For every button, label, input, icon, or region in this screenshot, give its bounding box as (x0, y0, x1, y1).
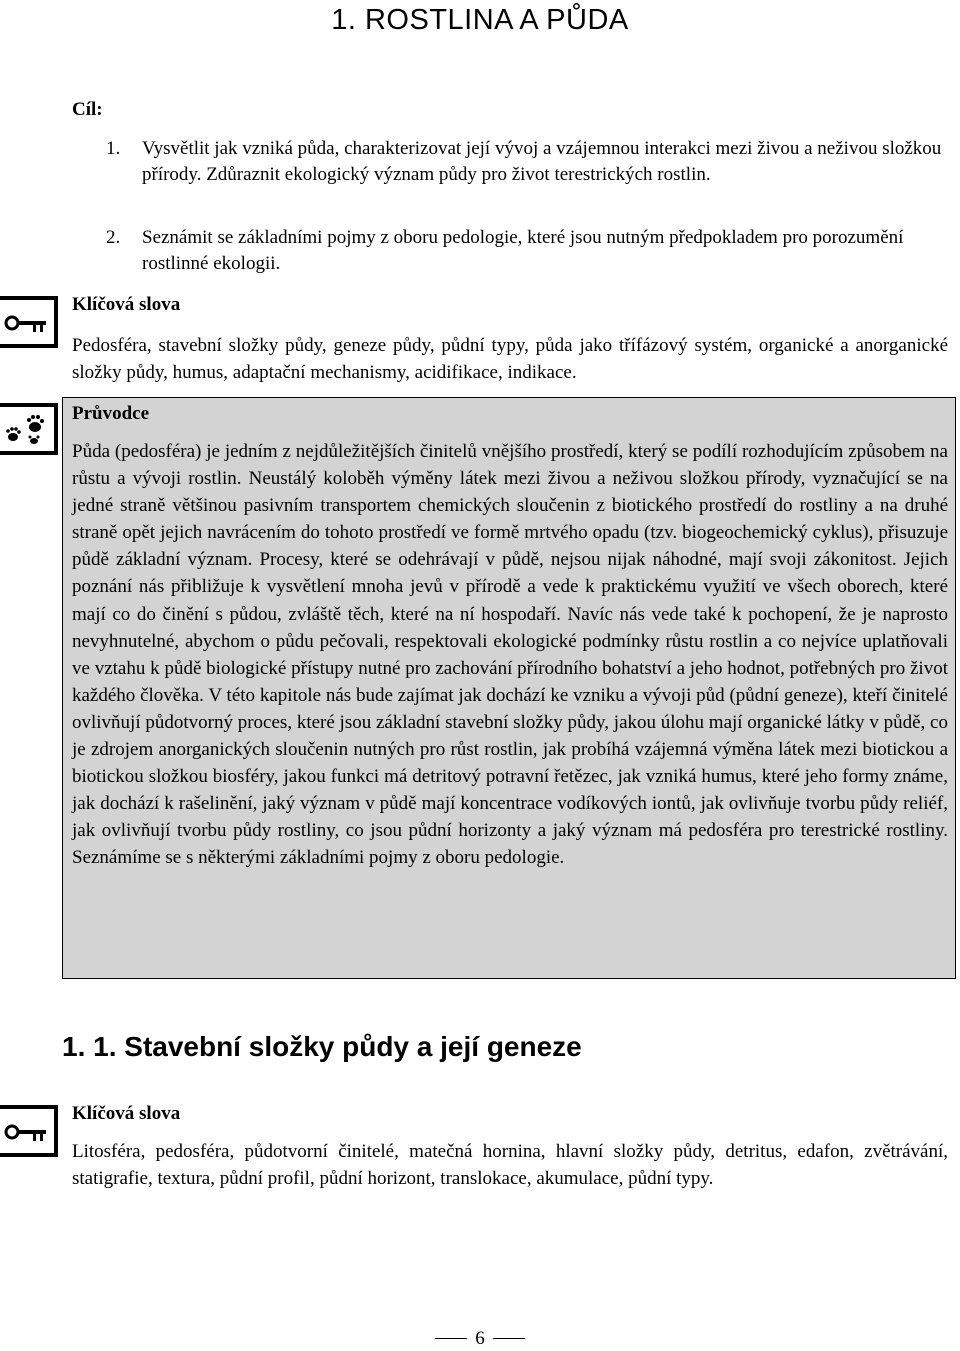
guide-heading: Průvodce (72, 403, 150, 424)
key-icon (0, 1105, 58, 1157)
key-icon (0, 296, 58, 348)
page-number-dash (493, 1338, 525, 1339)
goal-text: Seznámit se základními pojmy z oboru pedologie, které jsou nutným předpokladem pro porozumění rostlinné ekologii. (142, 227, 904, 274)
goal-number: 2. (106, 227, 121, 248)
goal-text: Vysvětlit jak vzniká půda, charakterizovat její vývoj a vzájemnou interakci mezi živou a neživou složkou přírody. Zdůraznit ekologický význam půdy pro život terestrických rostlin. (142, 138, 942, 185)
page-number-dash (435, 1338, 467, 1339)
page-number: 6 (475, 1327, 485, 1349)
guide-text: Půda (pedosféra) je jedním z nejdůležitějších činitelů vnějšího prostředí, který se podílí rozhodujícím způsobem na růstu a vývoji rostlin. Neustálý koloběh výměny látek mezi živou a neživou složkou přírody, vyznačující se na jedné straně většinou pasivním transportem chemických sloučenin z biotického prostředí do rostliny a na druhé straně opět jejich navrácením do tohoto prostředí ve formě mrtvého opadu (tzv. biogeochemický cyklus), přisuzuje půdě základní význam. Procesy, které se odehrávají v půdě, nejsou nijak náhodné, mají svoji zákonitost. Jejich poznání nás přibližuje k vysvětlení mnoha jevů v přírodě a vede k praktickému využití ve všech oborech, které mají co do činění s půdou, zvláště těch, které na ní hospodaří. Navíc nás vede také k pochopení, že je naprosto nevyhnutelné, abychom o půdu pečovali, respektovali ekologické podmínky růstu rostlin a co nejvíce uplatňovali ve vztahu k půdě biologické přístupy nutné pro zachování přírodního bohatství a jeho hodnot, potřebných pro život každého člověka. V této kapitole nás bude zajímat jak dochází ke vzniku a vývoji půd (půdní geneze), kteří činitelé ovlivňují půdotvorný proces, které jsou základní stavební složky půdy, jakou úlohu mají organické látky v půdě, co je zdrojem anorganických sloučenin nutných pro růst rostlin, jak probíhá vzájemná výměna látek mezi biotickou a biotickou složkou biosféry, jakou funkci má detritový potravní řetězec, jak vzniká humus, které jeho formy známe, jak dochází k rašelinění, jaký význam v půdě mají koncentrace vodíkových iontů, jak ovlivňuje tvorbu půdy reliéf, jak ovlivňují tvorbu půdy rostliny, co jsou půdní horizonty a jaký význam má pedosféra pro terestrické rostliny. Seznámíme se s některými základními pojmy z oboru pedologie. (72, 441, 948, 869)
section-title: 1. 1. Stavební složky půdy a její geneze (62, 1031, 582, 1062)
keywords-text: Litosféra, pedosféra, půdotvorní činitelé, matečná hornina, hlavní složky půdy, detritus, edafon, zvětrávání, statigrafie, textura, půdní profil, půdní horizont, translokace, akumulace, půdní typy. (72, 1141, 948, 1189)
page-number-footer (0, 1326, 960, 1351)
paw-prints-icon (0, 403, 58, 455)
goal-number: 1. (106, 138, 121, 159)
keywords-heading: Klíčová slova (72, 294, 181, 315)
keywords-heading: Klíčová slova (72, 1103, 181, 1124)
chapter-title: 1. ROSTLINA A PŮDA (331, 4, 629, 36)
goals-heading: Cíl: (72, 99, 103, 120)
keywords-text: Pedosféra, stavební složky půdy, geneze půdy, půdní typy, půda jako třífázový systém, organické a anorganické složky půdy, humus, adaptační mechanismy, acidifikace, indikace. (72, 335, 948, 383)
